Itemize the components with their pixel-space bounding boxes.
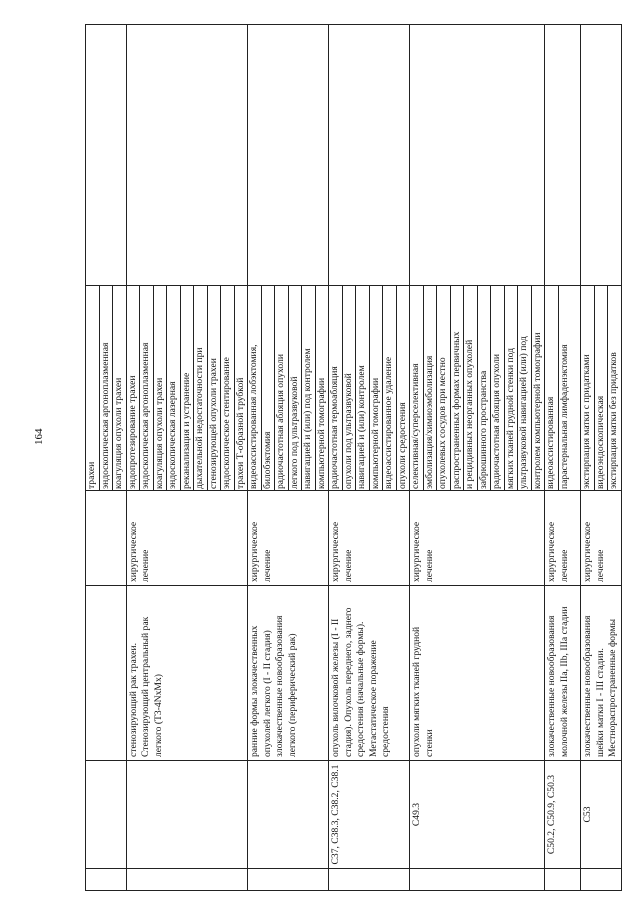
method-line: дыхательной недостаточности при — [194, 286, 208, 490]
treatment-type: хирургическое лечение — [411, 521, 435, 582]
diagnosis-cell — [545, 586, 581, 761]
diagnosis-line: ранние формы злокачественных — [249, 625, 260, 757]
icd-code-cell — [86, 761, 127, 869]
method-line: компьютерной томографии — [315, 377, 327, 489]
method-line: радиочастотная абляция опухоли — [491, 286, 505, 490]
methods-cell — [545, 286, 581, 491]
method-line: мягких тканей грудной стенки под — [505, 286, 519, 490]
table-row — [248, 25, 329, 891]
icd-code-cell — [329, 761, 410, 869]
method-line: радиочастотная абляция опухоли — [275, 286, 289, 490]
method-line: контролем компьютерной томографии — [531, 332, 543, 489]
method-line: видеоассистированное удаление — [383, 286, 397, 490]
diagnosis-line: Местнораспространенные формы — [607, 618, 618, 757]
diagnosis-line: злокачественные новообразования — [546, 615, 557, 757]
diagnosis-line: стенки — [423, 729, 435, 757]
methods-cell — [581, 286, 622, 491]
method-line: эндоскопическое стентирование — [221, 286, 235, 490]
diagnosis-cell — [86, 586, 127, 761]
row-empty-cell — [545, 25, 581, 286]
row-empty-cell — [581, 869, 622, 891]
method-line: радиочастотная термоабляция — [329, 286, 343, 490]
method-line: забрюшинного пространства — [478, 286, 492, 490]
diagnosis-line: стадия). Опухоль переднего, заднего — [342, 607, 354, 757]
row-empty-cell — [410, 25, 545, 286]
method-line: опухолевых сосудов при местно — [437, 286, 451, 490]
method-line: экстирпация матки с придатками — [581, 286, 595, 490]
treatment-table — [85, 24, 622, 891]
diagnosis-line: злокачественные новообразования — [274, 615, 285, 757]
diagnosis-cell — [248, 586, 329, 761]
treatment-type-cell — [410, 491, 545, 586]
treatment-type: хирургическое лечение — [546, 521, 570, 582]
row-empty-cell — [545, 869, 581, 891]
diagnosis-line: средостения — [380, 706, 391, 757]
diagnosis-cell — [126, 586, 248, 761]
method-line: парастернальная лимфаденэктомия — [558, 344, 570, 489]
table-row — [86, 25, 127, 891]
diagnosis-line: опухоль вилочковой железы (I - II — [330, 618, 341, 757]
page-number: 164 — [33, 428, 45, 445]
icd-code: С49.3 — [411, 802, 422, 827]
row-empty-cell — [329, 869, 410, 891]
methods-cell — [86, 286, 127, 491]
row-empty-cell — [410, 869, 545, 891]
method-line: распространенных формах первичных — [451, 286, 465, 490]
method-line: компьютерной томографии — [370, 286, 384, 490]
treatment-type-cell — [545, 491, 581, 586]
method-line: эмболизация/химиоэмболизация — [424, 286, 438, 490]
method-line: ультразвуковой навигацией (или) под — [518, 286, 532, 490]
table-row — [329, 25, 410, 891]
method-line: видеоассистированная лобэктомия, — [248, 286, 262, 490]
icd-code: С53 — [582, 806, 593, 823]
treatment-type-cell — [248, 491, 329, 586]
diagnosis-line: Метастатическое поражение — [367, 640, 379, 757]
diagnosis-line: молочной железы IIa, IIb, IIIa стадии — [558, 606, 570, 757]
method-line: опухоли средостения — [396, 402, 408, 489]
diagnosis-line: шейки матки I - III стадии. — [594, 648, 606, 757]
table-row — [581, 25, 622, 891]
rotated-page — [85, 25, 617, 891]
treatment-type-cell — [126, 491, 248, 586]
row-empty-cell — [248, 25, 329, 286]
methods-cell — [248, 286, 329, 491]
method-line: билобэктомия — [262, 286, 276, 490]
treatment-type: хирургическое лечение — [127, 521, 151, 582]
table-rotation-frame — [85, 25, 617, 891]
diagnosis-line: стенозирующий рак трахеи. — [127, 642, 139, 757]
diagnosis-cell — [581, 586, 622, 761]
method-line: коагуляция опухоли трахеи — [154, 286, 168, 490]
method-line: реканализация и устранение — [181, 286, 195, 490]
method-line: эндоскопическая аргоноплазменная — [100, 286, 114, 490]
icd-code: С37, С38.3, С38.2, С38.1 — [330, 764, 341, 865]
diagnosis-line: злокачественные новообразования — [582, 615, 593, 757]
method-line: и рецидивных неорганных опухолей — [464, 286, 478, 490]
row-empty-cell — [329, 25, 410, 286]
treatment-type-cell — [581, 491, 622, 586]
table-row — [126, 25, 248, 891]
icd-code-cell — [545, 761, 581, 869]
method-line: эндоскопическая лазерная — [167, 286, 181, 490]
treatment-type-cell — [86, 491, 127, 586]
diagnosis-line: опухолей легкого (I - II стадия) — [261, 630, 273, 757]
diagnosis-line: легкого (Т3-4NxMx) — [152, 674, 164, 757]
diagnosis-line: легкого (периферический рак) — [286, 633, 298, 757]
row-empty-cell — [126, 869, 248, 891]
method-line: навигацией и (или) под контролем — [302, 286, 316, 490]
method-line: видеоэндоскопическая — [595, 286, 609, 490]
method-line: эндопротезирование трахеи — [127, 286, 141, 490]
method-line: легкого под ультразвуковой — [289, 286, 303, 490]
treatment-type-cell — [329, 491, 410, 586]
methods-cell — [410, 286, 545, 491]
method-line: трахеи Т-образной трубкой — [234, 377, 246, 489]
diagnosis-cell — [410, 586, 545, 761]
row-empty-cell — [581, 25, 622, 286]
method-line: селективная/суперселективная — [410, 286, 424, 490]
treatment-type: хирургическое лечение — [249, 521, 273, 582]
method-line: навигацией и (или) контролем — [356, 286, 370, 490]
treatment-type: хирургическое лечение — [582, 521, 606, 582]
diagnosis-cell — [329, 586, 410, 761]
icd-code-cell — [126, 761, 248, 869]
row-empty-cell — [86, 869, 127, 891]
diagnosis-line: опухоли мягких тканей грудной — [411, 626, 422, 757]
icd-code-cell — [410, 761, 545, 869]
row-empty-cell — [86, 25, 127, 286]
row-empty-cell — [248, 869, 329, 891]
icd-code-cell — [248, 761, 329, 869]
treatment-type: хирургическое лечение — [330, 521, 354, 582]
method-line: видеоассистированная — [545, 286, 559, 490]
method-line: эндоскопическая аргоноплазменная — [140, 286, 154, 490]
table-row — [545, 25, 581, 891]
method-line: опухоли под ультразвуковой — [343, 286, 357, 490]
table-row — [410, 25, 545, 891]
diagnosis-line: Стенозирующий центральный рак — [140, 616, 151, 757]
methods-cell — [329, 286, 410, 491]
method-line: стенозирующей опухоли трахеи — [208, 286, 222, 490]
methods-cell — [126, 286, 248, 491]
method-line: экстирпация матки без придатков — [608, 352, 619, 489]
diagnosis-line: средостения (начальные формы). — [355, 621, 366, 757]
icd-code: С50.2, С50.9, С50.3 — [546, 774, 557, 855]
icd-code-cell — [581, 761, 622, 869]
row-empty-cell — [126, 25, 248, 286]
method-line: коагуляция опухоли трахеи — [113, 377, 124, 489]
method-line: трахеи — [86, 286, 100, 490]
